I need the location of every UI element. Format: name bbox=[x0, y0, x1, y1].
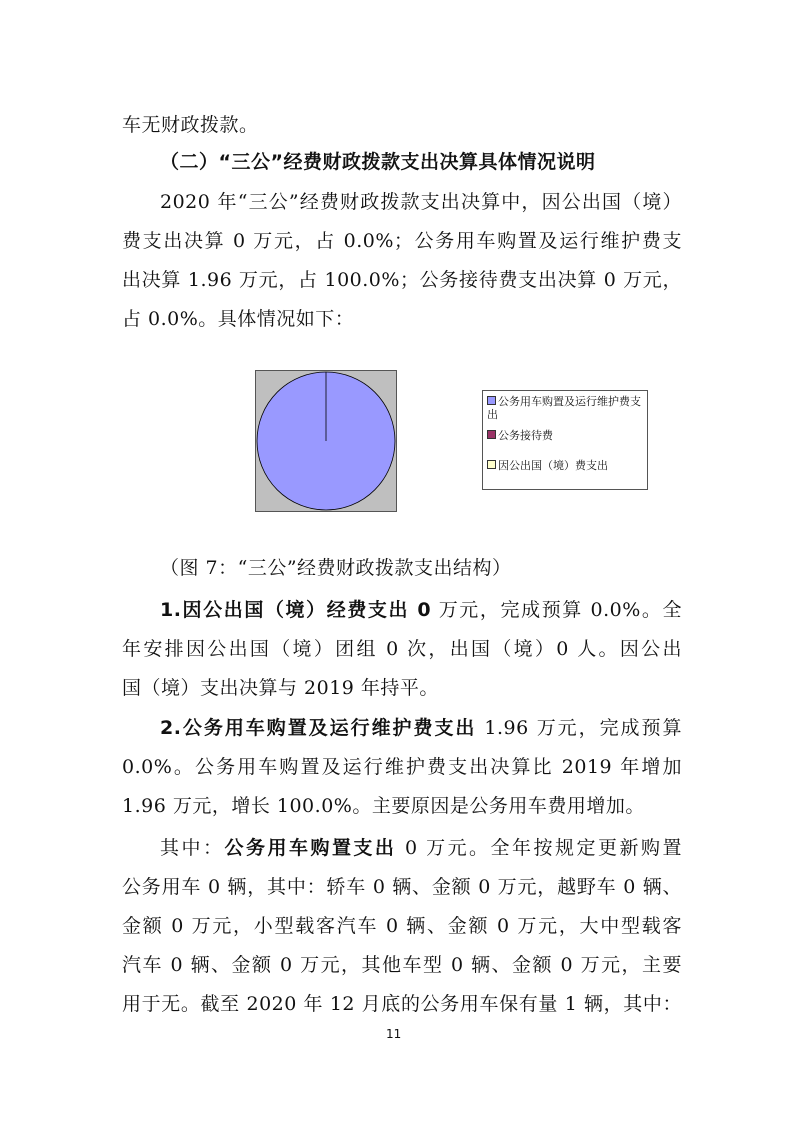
figure-caption: （图 7：“三公”经费财政拨款支出结构） bbox=[160, 557, 512, 579]
pie-chart bbox=[255, 370, 397, 512]
legend-item bbox=[487, 459, 645, 472]
paragraph-line: 0.0%。公务用车购置及运行维护费支出决算比 2019 年增加 bbox=[122, 756, 682, 778]
legend-item bbox=[487, 429, 645, 442]
paragraph-text: 其中： bbox=[160, 837, 225, 859]
pie-chart-svg bbox=[256, 371, 396, 511]
paragraph-line: 车无财政拨款。 bbox=[122, 114, 259, 136]
legend-label: 公务接待费 bbox=[498, 429, 553, 442]
bold-lead: 公务用车购置支出 bbox=[224, 837, 397, 859]
chart-legend bbox=[482, 390, 648, 490]
paragraph-line: 公务用车 0 辆，其中：轿车 0 辆、金额 0 万元，越野车 0 辆、 bbox=[122, 876, 682, 898]
legend-swatch bbox=[487, 396, 496, 405]
paragraph-text: 0 万元。全年按规定更新购置 bbox=[396, 837, 682, 859]
paragraph-line: 2020 年“三公”经费财政拨款支出决算中，因公出国（境） bbox=[160, 191, 682, 213]
paragraph-line: 占 0.0%。具体情况如下： bbox=[122, 308, 355, 330]
paragraph-line: 出决算 1.96 万元，占 100.0%；公务接待费支出决算 0 万元， bbox=[122, 269, 682, 291]
paragraph-line: 用于无。截至 2020 年 12 月底的公务用车保有量 1 辆，其中： bbox=[122, 993, 682, 1015]
legend-label: 公务用车购置及运行维护费支出 bbox=[487, 395, 641, 421]
bold-lead: 1.因公出国（境）经费支出 0 bbox=[160, 599, 432, 621]
legend-item bbox=[487, 395, 645, 421]
paragraph-line: 1.96 万元，增长 100.0%。主要原因是公务用车费用增加。 bbox=[122, 795, 645, 817]
paragraph-line: 汽车 0 辆、金额 0 万元，其他车型 0 辆、金额 0 万元，主要 bbox=[122, 954, 682, 976]
legend-swatch bbox=[487, 460, 496, 469]
page-number: 11 bbox=[386, 1027, 402, 1041]
legend-label: 因公出国（境）费支出 bbox=[498, 459, 608, 472]
bold-lead: 2.公务用车购置及运行维护费支出 bbox=[160, 717, 477, 739]
paragraph-line: 金额 0 万元，小型载客汽车 0 辆、金额 0 万元，大中型载客 bbox=[122, 915, 682, 937]
paragraph-line: 年安排因公出国（境）团组 0 次，出国（境）0 人。因公出 bbox=[122, 638, 682, 660]
paragraph-line bbox=[160, 836, 682, 860]
paragraph-text: 万元，完成预算 0.0%。全 bbox=[431, 599, 682, 621]
paragraph-line: 费支出决算 0 万元，占 0.0%；公务用车购置及运行维护费支 bbox=[122, 230, 682, 252]
paragraph-line bbox=[160, 598, 682, 622]
legend-swatch bbox=[487, 430, 496, 439]
paragraph-line: 国（境）支出决算与 2019 年持平。 bbox=[122, 677, 439, 699]
paragraph-text: 1.96 万元，完成预算 bbox=[476, 717, 682, 739]
paragraph-line bbox=[160, 716, 682, 740]
section-heading: （二）“三公”经费财政拨款支出决算具体情况说明 bbox=[160, 151, 596, 173]
